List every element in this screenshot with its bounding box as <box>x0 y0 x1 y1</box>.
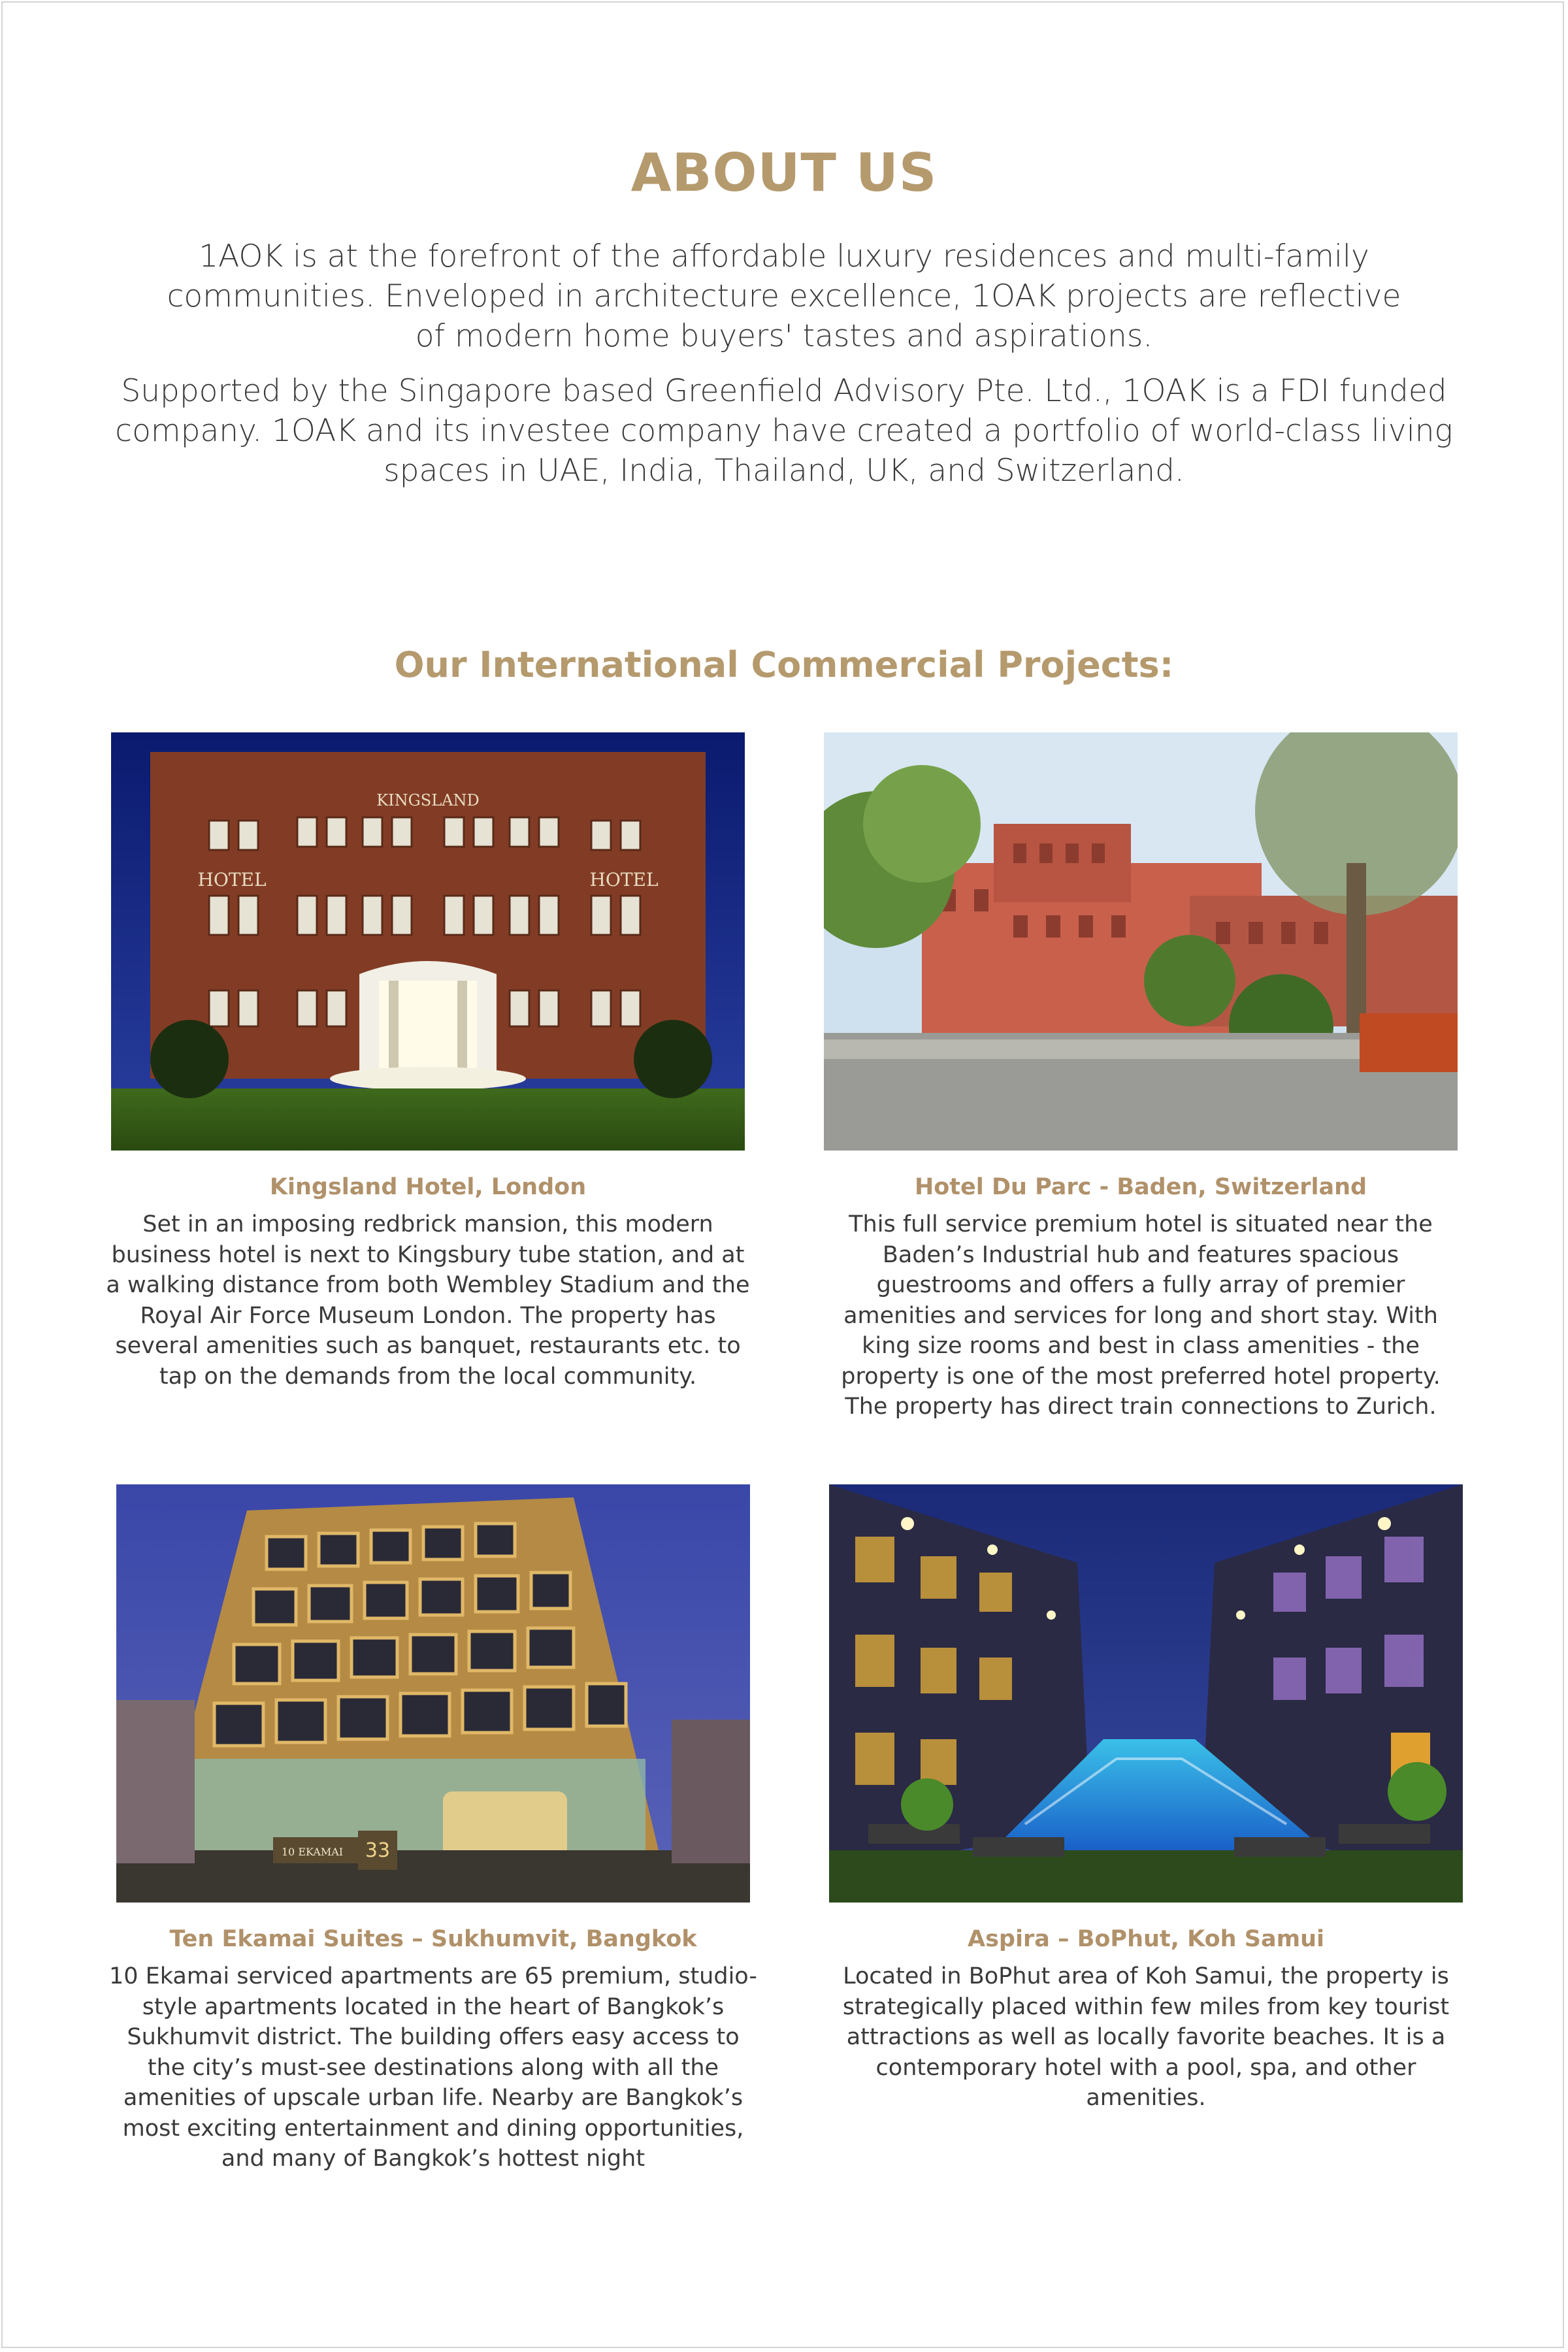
project-description: 10 Ekamai serviced apartments are 65 premium, studio-style apartments located in the heart of Bangkok’s Sukhumvit district. The building offers easy access to the city’s must-see destinations along with all the amenities of upscale urban life. Nearby are Bangkok’s most exciting entertainment and dining opportunities, and many of Bangkok’s hottest night <box>109 1963 757 2172</box>
project-title: Kingsland Hotel, London <box>269 1174 587 1200</box>
project-description: Located in BoPhut area of Koh Samui, the property is strategically placed within few miles from key tourist attractions as well as locally favorite beaches. It is a contemporary hotel with a pool, spa, and other amenities. <box>842 1963 1450 2111</box>
project-card-ten-ekamai <box>106 1484 760 2174</box>
about-paragraph-2: Supported by the Singapore based Greenfield Advisory Pte. Ltd., 1OAK is a FDI funded company. 1OAK and its investee company have created a portfolio of world-class living spaces in UAE, India, Thailand, UK, and Switzerland. <box>115 373 1453 489</box>
project-card-hotel-du-parc <box>814 732 1467 1422</box>
project-title: Hotel Du Parc - Baden, Switzerland <box>914 1174 1367 1200</box>
svg-text:10 EKAMAI: 10 EKAMAI <box>281 1846 344 1858</box>
about-paragraph-1: 1AOK is at the forefront of the affordable luxury residences and multi-family communities. Enveloped in architecture excellence, 1OAK projects are reflective of modern home buyers' tastes and aspirations. <box>167 238 1401 354</box>
svg-text:33: 33 <box>365 1839 391 1862</box>
project-description: This full service premium hotel is situated near the Baden’s Industrial hub and features spacious guestrooms and offers a fully array of premier amenities and services for long and short stay. With king size rooms and best in class amenities - the property is one of the most preferred hotel property. The property has direct train connections to Zurich. <box>841 1211 1441 1420</box>
project-description: Set in an imposing redbrick mansion, this modern business hotel is next to Kingsbury tube station, and at a walking distance from both Wembley Stadium and the Royal Air Force Museum London. The property has several amenities such as banquet, restaurants etc. to tap on the demands from the local community. <box>106 1211 750 1390</box>
svg-text:HOTEL: HOTEL <box>589 869 659 890</box>
about-title: ABOUT US <box>630 142 938 203</box>
ten-ekamai-photo <box>116 1484 750 1903</box>
svg-text:KINGSLAND: KINGSLAND <box>376 791 480 809</box>
project-card-kingsland <box>101 732 755 1392</box>
aspira-photo <box>829 1484 1463 1903</box>
kingsland-hotel-photo <box>111 732 745 1151</box>
project-card-aspira <box>819 1484 1473 2114</box>
svg-text:HOTEL: HOTEL <box>197 869 267 890</box>
project-title: Ten Ekamai Suites – Sukhumvit, Bangkok <box>169 1926 697 1952</box>
project-title: Aspira – BoPhut, Koh Samui <box>967 1926 1324 1952</box>
hotel-du-parc-photo <box>824 732 1458 1151</box>
projects-heading: Our International Commercial Projects: <box>394 644 1174 685</box>
